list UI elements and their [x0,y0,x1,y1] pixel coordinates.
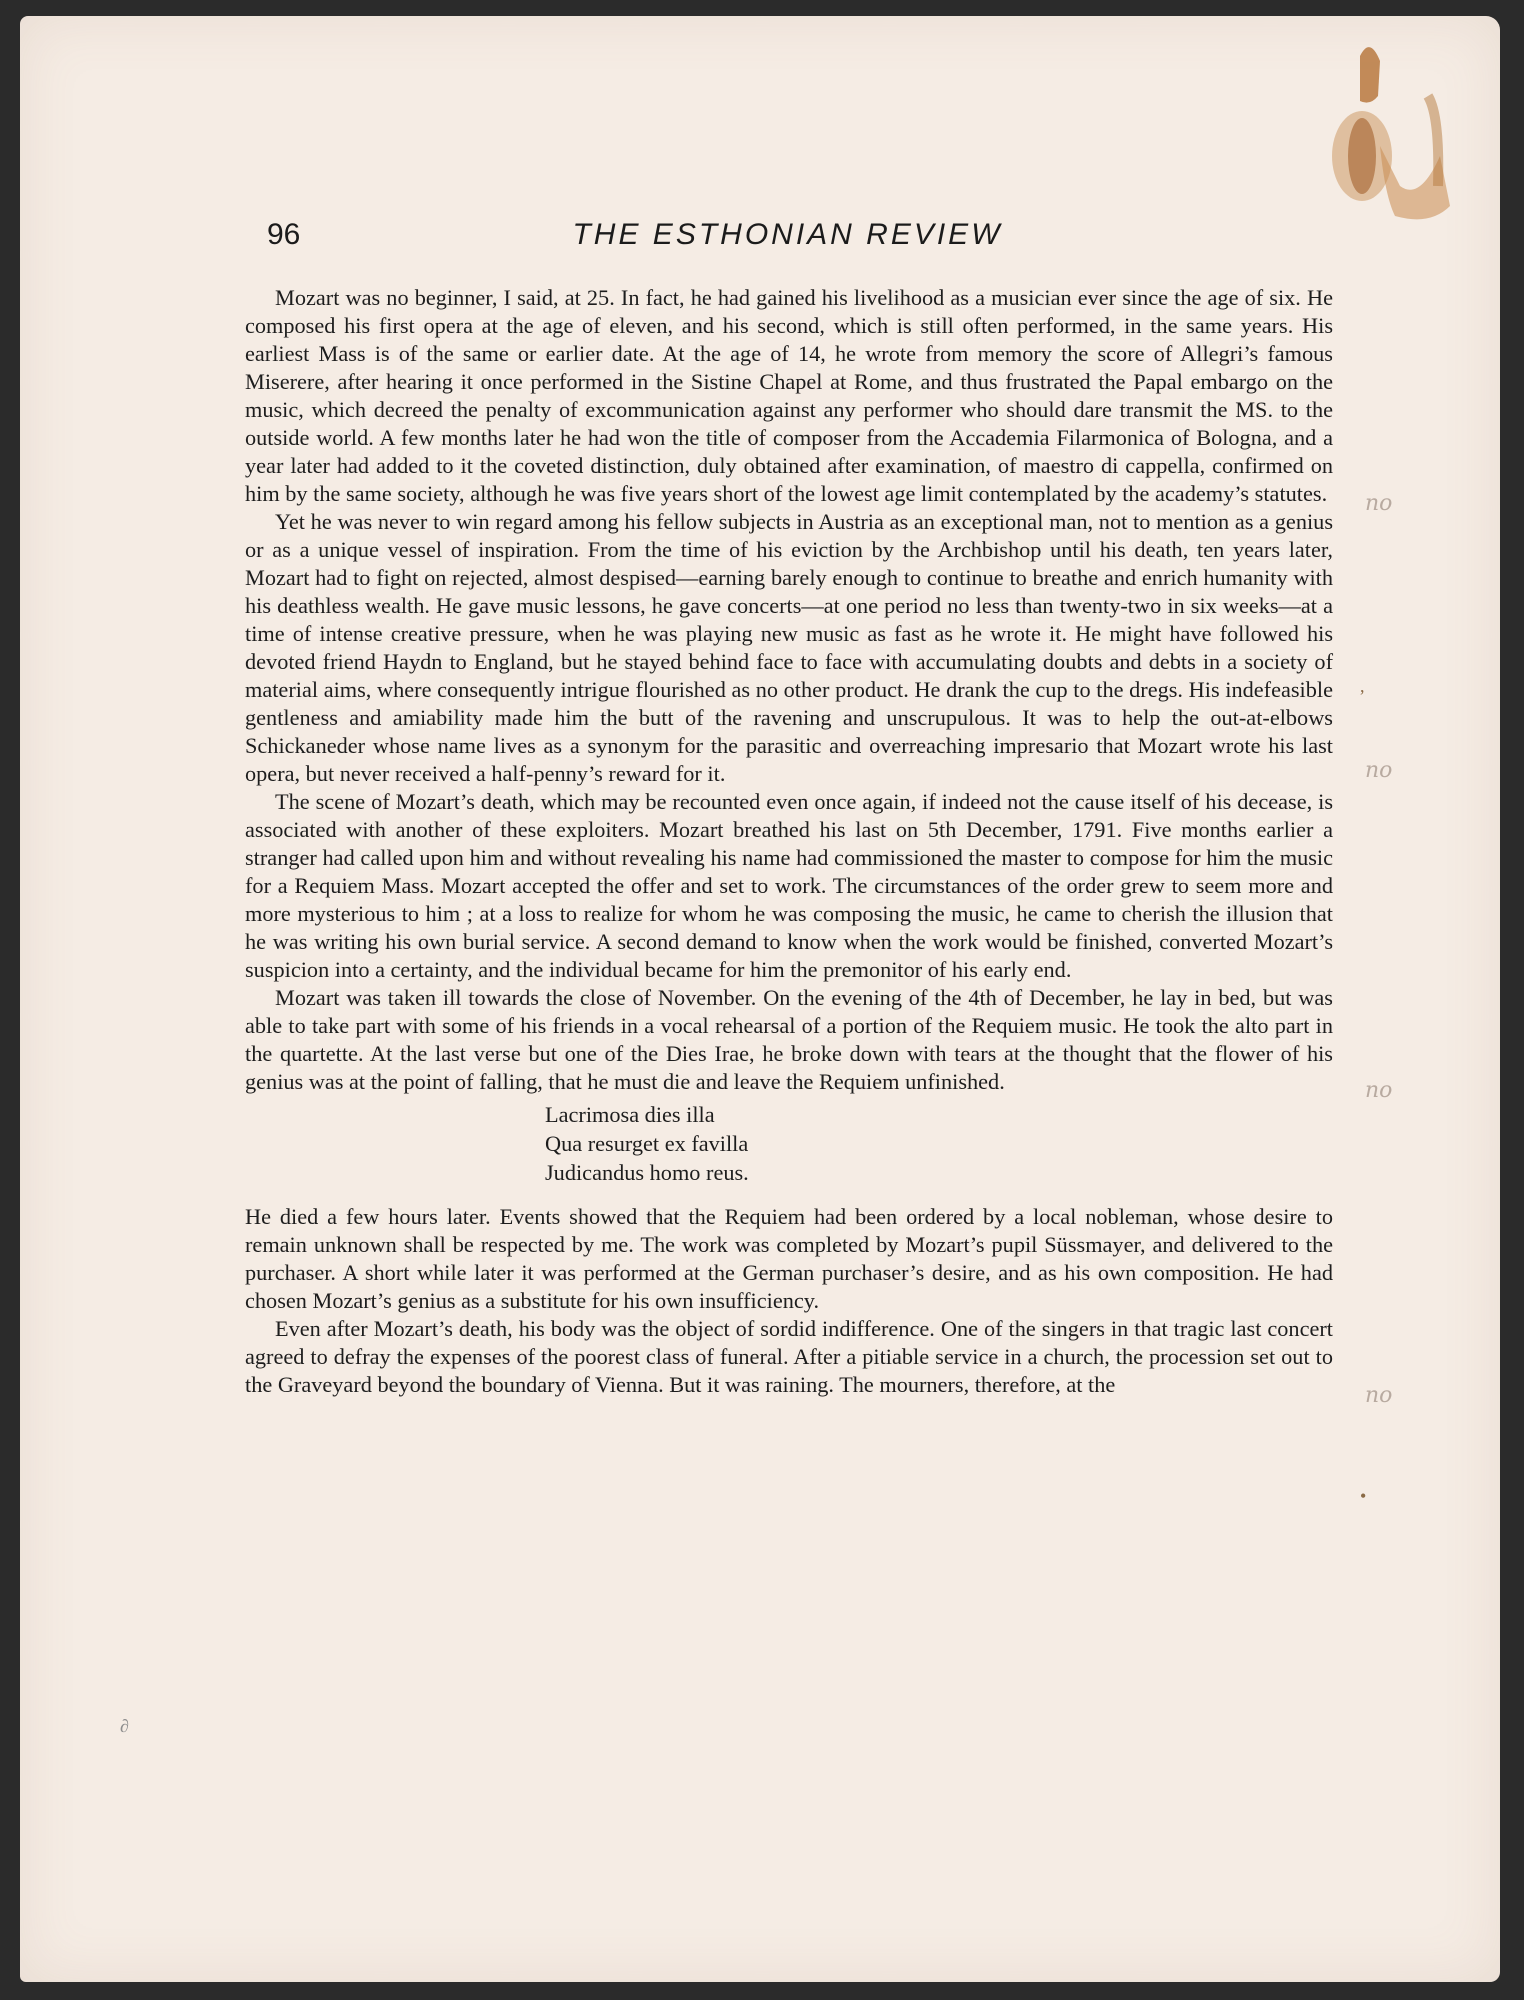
paragraph: He died a few hours later. Events showed that the Requiem had been ordered by a local nobleman, whose desire to remain unknown shall be respected by me. The work was completed by Mozart’s pupil Süssmayer, and delivered to the purchaser. A short while later it was performed at the German purchaser’s desire, and as his own composition. He had chosen Mozart’s genius as a substitute for his own insufficiency. [245,1204,1333,1313]
quote-line: Judicandus homo reus. [545,1160,749,1185]
page-number: 96 [267,218,301,251]
margin-note: no [1365,1383,1393,1408]
latin-quote [545,1100,1333,1187]
running-title: THE ESTHONIAN REVIEW [572,218,1003,251]
page-header [245,218,1330,258]
water-stain [1300,36,1470,236]
margin-mark: , [1360,676,1365,696]
article-body [245,284,1333,1399]
margin-note: no [1365,758,1393,783]
margin-note: no [1365,1078,1393,1103]
margin-note: no [1365,491,1393,516]
paragraph: Even after Mozart’s death, his body was the object of sordid indifference. One of the singers in that tragic last concert agreed to defray the expenses of the poorest class of funeral. After a pitiable service in a church, the procession set out to the Graveyard beyond the boundary of Vienna. But it was raining. The mourners, therefore, at the [245,1316,1333,1397]
quote-line: Qua resurget ex favilla [545,1131,749,1156]
paragraph: Yet he was never to win regard among his fellow subjects in Austria as an exceptional man, not to mention as a genius or as a unique vessel of inspiration. From the time of his eviction by the Archbishop until his death, ten years later, Mozart had to fight on rejected, almost despised—earning barely enough to continue to breathe and enrich humanity with his deathless wealth. He gave music lessons, he gave concerts—at one period no less than twenty-two in six weeks—at a time of intense creative pressure, when he was playing new music as fast as he wrote it. He might have followed his devoted friend Haydn to England, but he stayed behind face to face with accumulating doubts and debts in a society of material aims, where consequently intrigue flourished as no other product. He drank the cup to the dregs. His indefeasible gentleness and amiability made him the butt of the ravening and unscrupulous. It was to help the out-at-elbows Schickaneder whose name lives as a synonym for the parasitic and overreaching impresario that Mozart wrote his last opera, but never received a half-penny’s reward for it. [245,509,1333,786]
paragraph: Mozart was taken ill towards the close of November. On the evening of the 4th of December, he lay in bed, but was able to take part with some of his friends in a vocal rehearsal of a portion of the Requiem music. He took the alto part in the quartette. At the last verse but one of the Dies Irae, he broke down with tears at the thought that the flower of his genius was at the point of falling, that he must die and leave the Requiem unfinished. [245,985,1333,1094]
paragraph: The scene of Mozart’s death, which may be recounted even once again, if indeed not the cause itself of his decease, is associated with another of these exploiters. Mozart breathed his last on 5th December, 1791. Five months earlier a stranger had called upon him and without revealing his name had commissioned the master to compose for him the music for a Requiem Mass. Mozart accepted the offer and set to work. The circumstances of the order grew to seem more and more mysterious to him ; at a loss to realize for whom he was composing the music, he came to cherish the illusion that he was writing his own burial service. A second demand to know when the work would be finished, converted Mozart’s suspicion into a certainty, and the individual became for him the premonitor of his early end. [245,789,1333,982]
margin-mark: ∂ [120,1716,129,1736]
margin-mark: • [1360,1486,1367,1506]
quote-line: Lacrimosa dies illa [545,1102,715,1127]
paragraph: Mozart was no beginner, I said, at 25. In fact, he had gained his livelihood as a musician ever since the age of six. He composed his first opera at the age of eleven, and his second, which is still often performed, in the same years. His earliest Mass is of the same or earlier date. At the age of 14, he wrote from memory the score of Allegri’s famous Miserere, after hearing it once performed in the Sistine Chapel at Rome, and thus frustrated the Papal embargo on the music, which decreed the penalty of excommunication against any performer who should dare transmit the MS. to the outside world. A few months later he had won the title of composer from the Accademia Filarmonica of Bologna, and a year later had added to it the coveted distinction, duly obtained after examination, of maestro di cappella, confirmed on him by the same society, although he was five years short of the lowest age limit contemplated by the academy’s statutes. [245,285,1333,506]
